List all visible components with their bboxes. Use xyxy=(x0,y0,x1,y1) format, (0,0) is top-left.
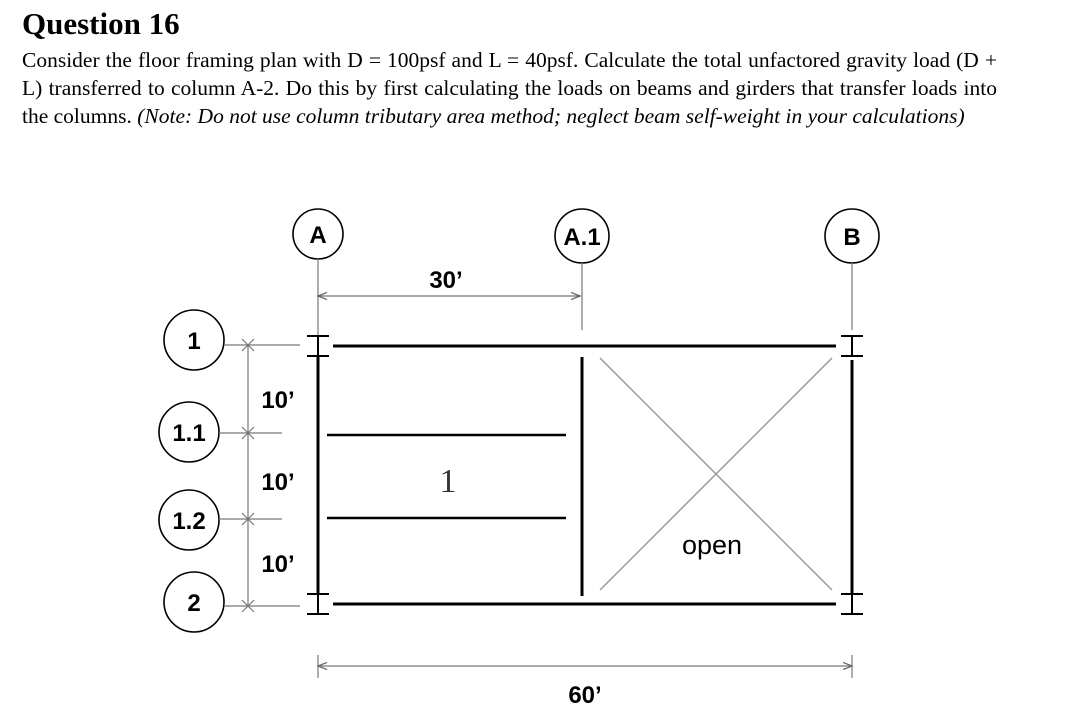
grid-bubble-A1 xyxy=(555,209,609,263)
grid-bubble-2 xyxy=(164,572,224,632)
grid-label-2: 2 xyxy=(187,590,201,617)
column-A-1 xyxy=(307,336,329,356)
grid-label-B: B xyxy=(843,224,861,251)
column-B-1 xyxy=(841,336,863,356)
grid-label-1-1: 1.1 xyxy=(172,420,206,447)
dimension-label-10-bottom: 10’ xyxy=(261,551,295,578)
grid-label-A: A xyxy=(309,222,327,249)
grid-label-1: 1 xyxy=(187,328,201,355)
dimension-label-30: 30’ xyxy=(429,267,463,294)
grid-bubble-B xyxy=(825,209,879,263)
columns xyxy=(307,336,863,614)
dimension-label-60: 60’ xyxy=(568,682,602,709)
span-direction-mark: 1 xyxy=(439,463,457,500)
problem-text: Consider the floor framing plan with D = 100psf and L = 40psf. Calculate the total unfactored gravity load (D + L) transferred to column A-2. Do this by first calculating the loads on beams and girders that transfer loads into the columns. xyxy=(22,48,997,128)
grid-bubble-1-1 xyxy=(159,402,219,462)
grid-label-1-2: 1.2 xyxy=(172,508,206,535)
open-label: open xyxy=(681,530,743,560)
dimension-label-10-top: 10’ xyxy=(261,387,295,414)
grid-bubble-1-2 xyxy=(159,490,219,550)
grid-bubble-A xyxy=(293,209,343,259)
question-title: Question 16 xyxy=(22,6,180,41)
grid-bubble-1 xyxy=(164,310,224,370)
problem-note: (Note: Do not use column tributary area method; neglect beam self-weight in your calculations) xyxy=(137,104,965,128)
column-A-2 xyxy=(307,594,329,614)
dimension-label-10-mid: 10’ xyxy=(261,469,295,496)
column-B-2 xyxy=(841,594,863,614)
grid-label-A1: A.1 xyxy=(563,224,601,251)
girders xyxy=(318,346,852,604)
